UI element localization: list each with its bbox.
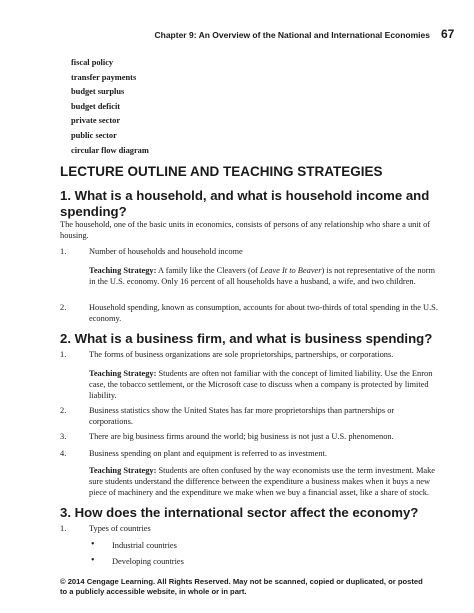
section-heading: 2. What is a business firm, and what is business spending? bbox=[60, 331, 433, 346]
item-number: 1. bbox=[60, 524, 67, 533]
key-terms-list bbox=[71, 56, 149, 158]
key-term: transfer payments bbox=[71, 72, 137, 82]
teaching-strategy bbox=[89, 265, 442, 287]
teaching-strategy-label: Teaching Strategy: bbox=[89, 466, 157, 475]
item-text: There are big business firms around the world; big business is not just a U.S. phenomenon. bbox=[89, 432, 394, 441]
key-term: budget deficit bbox=[71, 101, 121, 111]
teaching-strategy-label: Teaching Strategy: bbox=[89, 266, 157, 275]
item-number: 1. bbox=[60, 247, 67, 256]
section-intro: The household, one of the basic units in economics, consists of persons of any relationship who share a unit of housing. bbox=[60, 220, 431, 240]
item-text: Household spending, known as consumption, accounts for about two-thirds of total spending in the U.S. economy. bbox=[89, 303, 438, 323]
teaching-strategy-text: Students are often confused by the way economists use the term investment. Make sure students understand the difference between the expenditure a business makes when it buys a new piece of machinery and the expenditure we make when we buy a financial asset, like a share of stock. bbox=[89, 466, 436, 497]
copyright-footer: © 2014 Cengage Learning. All Rights Reserved. May not be scanned, copied or duplicated, or posted to a publicly accessible website, in whole or in part. bbox=[60, 577, 423, 596]
item-text: Business statistics show the United States has far more proprietorships than partnerships or corporations. bbox=[89, 406, 395, 426]
bullet-text: Industrial countries bbox=[112, 541, 177, 550]
running-head: Chapter 9: An Overview of the National and International Economies bbox=[154, 30, 430, 40]
item-text: Business spending on plant and equipment is referred to as investment. bbox=[89, 449, 327, 458]
bullet-icon: • bbox=[91, 539, 95, 550]
item-number: 2. bbox=[60, 406, 67, 415]
key-term: circular flow diagram bbox=[71, 145, 149, 155]
key-term: public sector bbox=[71, 130, 117, 140]
item-number: 2. bbox=[60, 303, 67, 312]
item-text: The forms of business organizations are sole proprietorships, partnerships, or corporations. bbox=[89, 350, 394, 359]
teaching-strategy-title: Leave It to Beaver bbox=[259, 266, 322, 275]
item-number: 1. bbox=[60, 350, 67, 359]
bullet-icon: • bbox=[91, 555, 95, 566]
section-heading: 1. What is a household, and what is household income and spending? bbox=[60, 188, 430, 219]
bullet-text: Developing countries bbox=[112, 557, 184, 566]
item-text: Types of countries bbox=[89, 524, 151, 533]
teaching-strategy-text: ) is not representative of the norm in the U.S. economy. Only 16 percent of all households have a husband, a wife, and two children. bbox=[89, 266, 436, 286]
key-term: budget surplus bbox=[71, 87, 125, 97]
page-number: 67 bbox=[441, 27, 455, 41]
teaching-strategy bbox=[89, 368, 442, 401]
item-text: Number of households and household income bbox=[89, 247, 243, 256]
key-term: fiscal policy bbox=[71, 58, 114, 67]
teaching-strategy-text: A family like the Cleavers (of bbox=[156, 266, 260, 275]
teaching-strategy bbox=[89, 465, 442, 498]
teaching-strategy-label: Teaching Strategy: bbox=[89, 369, 157, 378]
item-number: 3. bbox=[60, 432, 67, 441]
item-number: 4. bbox=[60, 449, 67, 458]
outline-title: LECTURE OUTLINE AND TEACHING STRATEGIES bbox=[60, 164, 383, 179]
section-heading: 3. How does the international sector affect the economy? bbox=[60, 505, 419, 520]
key-term: private sector bbox=[71, 116, 121, 126]
teaching-strategy-text: Students are often not familiar with the concept of limited liability. Use the Enron case, the tobacco settlement, or the Microsoft case to discuss when a company is protected by limited liability. bbox=[89, 369, 433, 400]
